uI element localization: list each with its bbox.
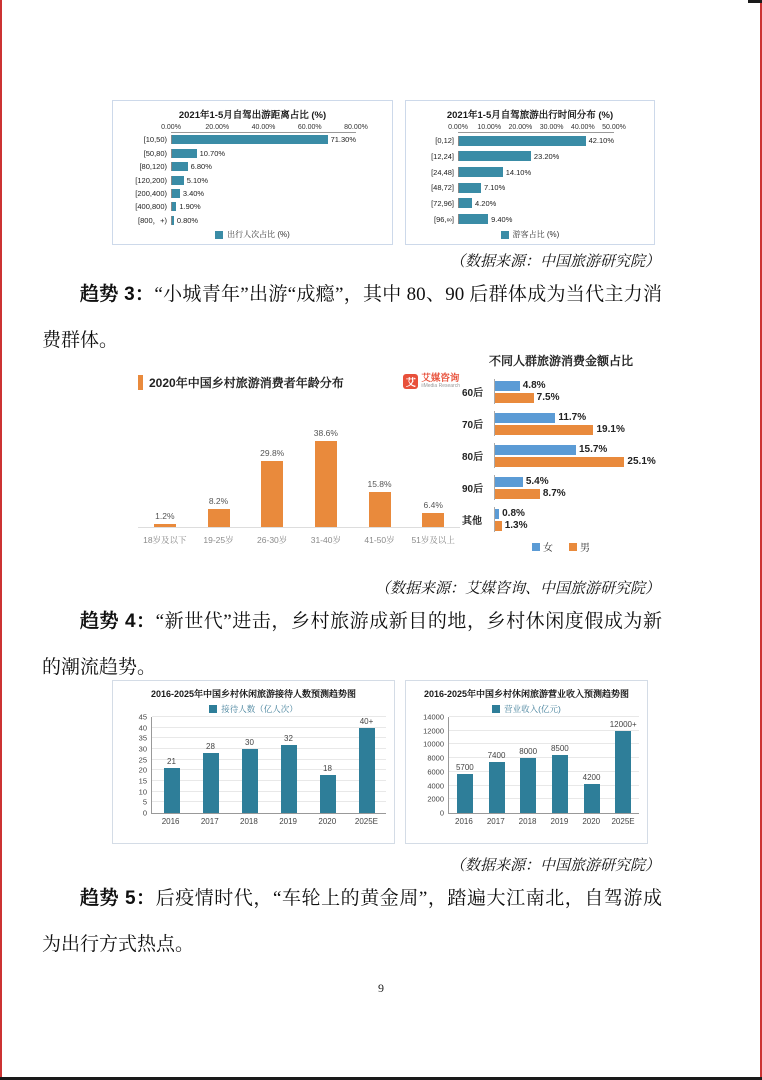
category-label: [48,72] <box>431 183 454 193</box>
category-label: [80,120) <box>139 162 167 172</box>
bar-track <box>171 149 356 158</box>
bar <box>154 524 176 527</box>
bar-column <box>353 479 407 527</box>
bar <box>459 214 488 224</box>
title-accent-bar <box>138 375 143 390</box>
x-axis <box>161 124 368 132</box>
bar-row <box>119 147 386 160</box>
bar <box>495 457 624 467</box>
bar-row <box>119 173 386 186</box>
chart-title: 2016-2025年中国乡村休闲旅游接待人数预测趋势图 <box>150 689 357 699</box>
chart-travel-time-distribution <box>405 100 655 245</box>
category-label: 31-40岁 <box>310 535 341 545</box>
bar <box>261 461 283 527</box>
bar-column <box>245 448 299 527</box>
plot-area <box>151 717 386 814</box>
legend-label: 游客占比 (%) <box>512 230 560 239</box>
bar-track <box>171 135 356 144</box>
category-label: 26-30岁 <box>257 535 288 545</box>
legend <box>121 703 386 715</box>
x-tick-label: 20.00% <box>508 124 533 131</box>
chart-visitors-forecast <box>112 680 395 844</box>
bar-row <box>119 200 386 213</box>
bar-column <box>191 717 230 813</box>
x-tick-label: 0.00% <box>448 124 468 131</box>
trend-4-text: “新世代”进击，乡村旅游成新目的地，乡村休闲度假成为新的潮流趋势。 <box>42 611 662 678</box>
value-label: 38.6% <box>313 428 338 439</box>
value-label: 5700 <box>455 762 474 772</box>
category-label: 其他 <box>462 516 482 527</box>
value-label: 4.20% <box>475 198 497 208</box>
y-tick-label: 0 <box>142 808 147 818</box>
x-tick-label: 60.00% <box>297 124 322 131</box>
category-label: 2020 <box>318 817 337 826</box>
trend-3-label: 趋势 3： <box>80 284 155 305</box>
paragraph-trend-4 <box>42 599 662 691</box>
value-label: 14.10% <box>505 167 532 177</box>
bar <box>495 509 499 519</box>
plot-area <box>462 379 660 532</box>
bar-column <box>481 717 513 813</box>
legend-swatch <box>492 705 500 713</box>
y-axis <box>121 712 151 818</box>
bar-column <box>607 717 639 813</box>
value-label: 0.8% <box>502 508 525 519</box>
plot-wrapper <box>414 712 639 818</box>
bar <box>242 749 258 813</box>
chart-title: 2021年1-5月自驾出游距离占比 (%) <box>178 110 327 121</box>
bar-row <box>412 149 648 165</box>
bar <box>495 477 523 487</box>
value-label: 0.80% <box>176 215 199 225</box>
category-label: 2018 <box>240 817 258 826</box>
value-label: 8500 <box>550 743 569 753</box>
bar <box>495 425 593 435</box>
value-label: 12000+ <box>609 719 637 729</box>
bar <box>489 762 505 813</box>
bar <box>459 151 531 161</box>
category-label: [96,∞] <box>434 214 454 224</box>
bar <box>495 445 576 455</box>
bar-column <box>544 717 576 813</box>
bar-group <box>494 475 660 500</box>
bar-track <box>458 151 614 161</box>
bar-track <box>458 183 614 193</box>
category-label: 2016 <box>455 817 473 826</box>
bar <box>172 216 174 225</box>
iimedia-logo-name: 艾媒咨询 <box>421 373 460 384</box>
legend-swatch <box>215 231 223 239</box>
bar-line <box>495 392 660 403</box>
category-label: 60后 <box>462 388 484 399</box>
value-label: 10.70% <box>199 148 226 158</box>
bar-track <box>171 216 356 225</box>
y-tick-label: 8000 <box>427 753 444 763</box>
bar-row <box>412 133 648 149</box>
bars-container <box>449 717 639 813</box>
category-label: 2018 <box>518 817 537 826</box>
category-label: 41-50岁 <box>364 535 395 545</box>
legend-label: 女 <box>543 543 553 554</box>
y-tick-label: 6000 <box>427 767 444 777</box>
plot-area <box>448 717 639 814</box>
bar-group <box>494 379 660 404</box>
bar-column <box>138 511 192 527</box>
category-label: 18岁及以下 <box>143 535 187 545</box>
bar-column <box>576 717 608 813</box>
category-label: 70后 <box>462 420 484 431</box>
trend-4-label: 趋势 4： <box>80 611 156 632</box>
bar-track <box>458 198 614 208</box>
bar <box>281 745 297 813</box>
bar <box>495 413 555 423</box>
value-label: 23.20% <box>533 151 560 161</box>
value-label: 1.90% <box>179 202 201 212</box>
category-label: [200,400) <box>135 189 167 199</box>
chart-title: 2021年1-5月自驾旅游出行时间分布 (%) <box>446 110 614 121</box>
category-label: [12,24] <box>431 151 454 161</box>
bar-group-row <box>462 507 660 532</box>
x-tick-label: 40.00% <box>570 124 595 131</box>
bar <box>369 492 391 527</box>
value-label: 4.8% <box>522 380 546 391</box>
bar-column <box>299 428 353 527</box>
value-label: 3.40% <box>182 189 205 199</box>
value-label: 15.7% <box>578 444 608 455</box>
chart-title: 2020年中国乡村旅游消费者年龄分布 <box>149 376 344 390</box>
y-tick-label: 30 <box>138 744 147 754</box>
bar <box>172 149 197 158</box>
y-tick-label: 40 <box>138 723 147 733</box>
legend-item <box>569 539 590 554</box>
chart-title: 2016-2025年中国乡村休闲旅游营业收入预测趋势图 <box>423 689 630 699</box>
bar-column <box>230 717 269 813</box>
category-label: 2017 <box>486 817 505 826</box>
y-tick-label: 10000 <box>423 739 444 749</box>
y-tick-label: 25 <box>138 755 147 765</box>
bar <box>320 775 336 813</box>
value-label: 11.7% <box>558 412 587 423</box>
legend-item <box>532 539 553 554</box>
trend-5-text: 后疫情时代，“车轮上的黄金周”，踏遍大江南北，自驾游成为出行方式热点。 <box>42 888 662 955</box>
iimedia-logo-icon: 艾 <box>403 374 418 389</box>
y-tick-label: 5 <box>142 797 147 807</box>
category-label: [0,12] <box>435 136 454 146</box>
bars-container <box>152 717 386 813</box>
value-label: 6.80% <box>190 162 212 172</box>
bar-column <box>512 717 544 813</box>
paragraph-trend-5 <box>42 876 662 968</box>
trend-3-text: “小城青年”出游“成瘾”，其中 80、90 后群体成为当代主力消费群体。 <box>42 284 662 351</box>
bar <box>457 774 473 813</box>
bar-track <box>458 167 614 177</box>
x-tick-label: 20.00% <box>205 124 230 131</box>
x-axis <box>448 124 626 132</box>
value-label: 21 <box>167 757 176 767</box>
category-label: 2025E <box>611 817 635 826</box>
value-label: 4200 <box>582 773 601 783</box>
bar-row <box>412 211 648 227</box>
bar <box>172 135 328 144</box>
bar-track <box>171 202 356 211</box>
category-label: [400,800) <box>135 202 167 212</box>
category-label: [72,96] <box>431 198 454 208</box>
bar <box>520 758 536 813</box>
bar <box>459 136 586 146</box>
chart-title: 不同人群旅游消费金额占比 <box>488 354 633 368</box>
page-number: 9 <box>378 981 384 995</box>
y-tick-label: 35 <box>138 733 147 743</box>
value-label: 8.7% <box>542 488 566 499</box>
data-source-caption: （数据来源：中国旅游研究院） <box>449 254 660 270</box>
y-tick-label: 45 <box>138 712 147 722</box>
value-label: 28 <box>206 742 215 752</box>
category-label: 2019 <box>279 817 297 826</box>
bar-column <box>449 717 481 813</box>
bar-line <box>495 476 660 487</box>
bar-row <box>119 133 386 146</box>
legend <box>119 227 386 240</box>
trend-5-label: 趋势 5： <box>80 888 156 909</box>
category-label: 2016 <box>161 817 180 826</box>
bar-row <box>412 180 648 196</box>
x-axis <box>448 814 639 826</box>
bar-line <box>495 412 660 423</box>
y-tick-label: 12000 <box>423 726 444 736</box>
data-source-caption: （数据来源：艾媒咨询、中国旅游研究院） <box>374 581 660 597</box>
legend <box>462 539 660 554</box>
bar-line <box>495 380 660 391</box>
bar <box>459 183 481 193</box>
legend <box>414 703 639 715</box>
plot-area <box>412 133 648 227</box>
value-label: 19.1% <box>596 424 625 435</box>
legend-swatch <box>209 705 217 713</box>
chart-revenue-forecast <box>405 680 648 844</box>
bar <box>495 489 540 499</box>
category-label: 90后 <box>462 484 484 495</box>
bar-group <box>494 411 660 436</box>
bar-column <box>308 717 347 813</box>
y-tick-label: 15 <box>138 776 147 786</box>
data-source-caption: （数据来源：中国旅游研究院） <box>449 858 660 874</box>
x-axis <box>151 814 386 826</box>
bar-group-row <box>462 475 660 500</box>
iimedia-logo <box>403 374 460 390</box>
legend-label: 接待人数（亿人次） <box>221 704 298 714</box>
category-label: [24,48] <box>431 167 454 177</box>
bar <box>495 521 502 531</box>
bar <box>315 441 337 527</box>
bar-track <box>171 176 356 185</box>
bar-line <box>495 444 660 455</box>
bar-row <box>119 187 386 200</box>
y-axis <box>414 712 448 818</box>
value-label: 8.2% <box>208 495 229 506</box>
category-label: 2019 <box>550 817 569 826</box>
iimedia-logo-text <box>421 374 460 390</box>
legend-label: 男 <box>580 543 590 554</box>
value-label: 40+ <box>359 717 374 726</box>
bar-row <box>412 164 648 180</box>
bar-row <box>412 196 648 212</box>
iimedia-logo-subtext: iiMedia Research <box>421 383 460 390</box>
x-tick-label: 80.00% <box>344 124 368 131</box>
x-tick-label: 40.00% <box>251 124 276 131</box>
value-label: 32 <box>284 733 293 743</box>
value-label: 42.10% <box>588 136 614 146</box>
legend-swatch <box>501 231 509 239</box>
chart-header <box>138 374 460 391</box>
value-label: 7.5% <box>536 392 560 403</box>
legend-swatch <box>532 543 540 551</box>
category-label: [120,200) <box>135 175 167 185</box>
y-tick-label: 2000 <box>427 794 444 804</box>
bar-row <box>119 160 386 173</box>
bar-group-row <box>462 443 660 468</box>
bar <box>615 731 631 813</box>
bar-group-row <box>462 411 660 436</box>
plot-area <box>119 133 386 227</box>
category-label: [800，+) <box>138 215 167 225</box>
bar-track <box>458 136 614 146</box>
y-tick-label: 14000 <box>423 712 444 722</box>
legend <box>412 227 648 240</box>
paragraph-trend-3 <box>42 272 662 364</box>
bar <box>459 198 472 208</box>
bar-row <box>119 214 386 227</box>
bar <box>164 768 180 813</box>
value-label: 30 <box>245 738 254 747</box>
legend-swatch <box>569 543 577 551</box>
x-axis <box>138 528 460 546</box>
category-label: 80后 <box>462 452 484 463</box>
page-edge-line-left <box>0 0 2 1080</box>
bar-column <box>152 717 191 813</box>
bar-track <box>171 189 356 198</box>
value-label: 25.1% <box>627 456 656 467</box>
x-tick-label: 0.00% <box>161 124 181 131</box>
value-label: 7.10% <box>484 183 506 193</box>
bar-column <box>192 496 246 527</box>
category-label: 2025E <box>354 817 379 826</box>
category-label: [50,80) <box>143 148 167 158</box>
legend-label: 营业收入(亿元) <box>504 704 561 714</box>
category-label: [10,50) <box>143 135 167 145</box>
y-tick-label: 0 <box>439 808 444 818</box>
chart-age-distribution <box>138 374 460 560</box>
bar <box>172 176 184 185</box>
bar-group <box>494 507 660 532</box>
plot-wrapper <box>121 712 386 818</box>
bar <box>172 202 176 211</box>
bar <box>495 393 534 403</box>
value-label: 71.30% <box>330 135 356 145</box>
value-label: 6.4% <box>423 499 443 510</box>
category-label: 19-25岁 <box>203 535 234 545</box>
bar-track <box>171 162 356 171</box>
bar <box>172 162 188 171</box>
bar <box>208 509 230 527</box>
bar-column <box>269 717 308 813</box>
bar <box>203 753 219 813</box>
value-label: 7400 <box>487 751 506 761</box>
value-label: 29.8% <box>260 447 285 458</box>
value-label: 15.8% <box>367 478 392 489</box>
plot-area <box>138 423 460 528</box>
value-label: 5.4% <box>525 476 549 487</box>
x-tick-label: 10.00% <box>477 124 502 131</box>
bar <box>422 513 444 527</box>
bar-line <box>495 488 660 499</box>
x-tick-label: 30.00% <box>539 124 564 131</box>
bar-column <box>347 717 386 813</box>
value-label: 18 <box>323 763 332 773</box>
bar-line <box>495 424 660 435</box>
bar <box>172 189 180 198</box>
category-label: 51岁及以上 <box>411 535 455 545</box>
bar <box>359 728 375 813</box>
chart-driving-distance-share <box>112 100 393 245</box>
bar-track <box>458 214 614 224</box>
x-tick-label: 50.00% <box>602 124 626 131</box>
bar <box>495 381 520 391</box>
legend-label: 出行人次占比 (%) <box>227 230 290 239</box>
category-label: 2017 <box>200 817 219 826</box>
page-edge-mark-topright <box>748 0 762 3</box>
bar-line <box>495 456 660 467</box>
bar-line <box>495 508 660 519</box>
bar-column <box>406 500 460 527</box>
bar-group-row <box>462 379 660 404</box>
value-label: 1.3% <box>504 520 528 531</box>
bar <box>552 755 568 813</box>
category-label: 2020 <box>582 817 601 826</box>
y-tick-label: 20 <box>138 765 147 775</box>
y-tick-label: 4000 <box>427 781 444 791</box>
chart-consumption-share <box>462 352 660 568</box>
bar-group <box>494 443 660 468</box>
value-label: 5.10% <box>186 175 208 185</box>
bar <box>459 167 503 177</box>
y-tick-label: 10 <box>138 787 147 797</box>
bar <box>584 784 600 813</box>
value-label: 1.2% <box>155 511 175 522</box>
value-label: 9.40% <box>491 214 513 224</box>
value-label: 8000 <box>519 747 538 757</box>
bar-line <box>495 520 660 531</box>
